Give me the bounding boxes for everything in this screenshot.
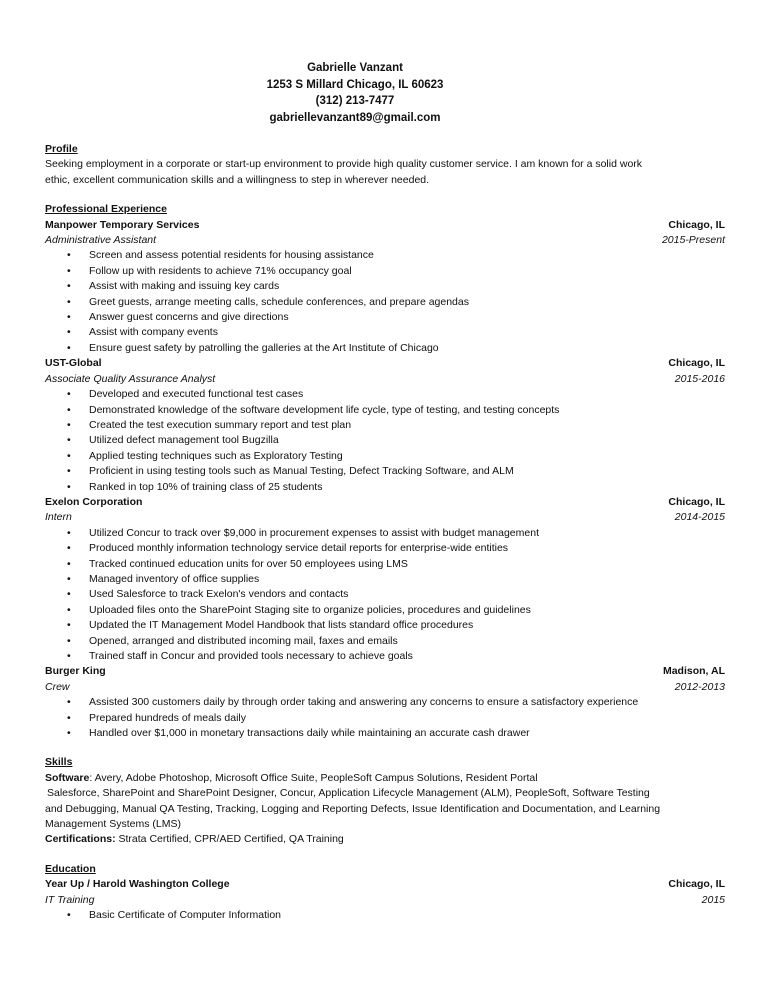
education-school: Year Up / Harold Washington College xyxy=(45,878,230,891)
job-bullet-text: Follow up with residents to achieve 71% occupancy goal xyxy=(89,264,352,277)
job-role-row xyxy=(45,372,725,387)
job-bullet-text: Tracked continued education units for over 50 employees using LMS xyxy=(89,557,408,570)
experience-list xyxy=(45,218,725,742)
job-header-row xyxy=(45,356,725,371)
skills-software-line-1 xyxy=(45,771,725,786)
job-bullet-text: Assist with company events xyxy=(89,326,218,339)
job-header-row xyxy=(45,664,725,679)
bullet-icon: • xyxy=(67,403,71,416)
bullet-icon: • xyxy=(67,434,71,447)
job-bullet-text: Managed inventory of office supplies xyxy=(89,572,260,585)
job-role-row xyxy=(45,510,725,525)
bullet-icon: • xyxy=(67,909,71,922)
job-bullets xyxy=(45,526,725,665)
job-bullets xyxy=(45,695,725,741)
skills-software-line-2: Salesforce, SharePoint and SharePoint Designer, Concur, Application Lifecycle Management (ALM), PeopleSoft, Software Testing xyxy=(47,787,650,800)
job-bullet-text: Prepared hundreds of meals daily xyxy=(89,711,247,724)
bullet-icon: • xyxy=(67,650,71,662)
job-bullet-text: Updated the IT Management Model Handbook that lists standard office procedures xyxy=(89,619,474,632)
list-item xyxy=(45,325,725,340)
job-bullet-text: Greet guests, arrange meeting calls, schedule conferences, and prepare agendas xyxy=(89,295,469,308)
job-bullet-text: Proficient in using testing tools such as Manual Testing, Defect Tracking Software, and ALM xyxy=(89,465,514,478)
education-year: 2015 xyxy=(701,893,725,906)
job-role: Associate Quality Assurance Analyst xyxy=(45,372,216,385)
bullet-icon: • xyxy=(67,557,71,570)
job-entry xyxy=(45,495,725,664)
bullet-icon: • xyxy=(67,311,71,324)
job-location: Madison, AL xyxy=(662,665,725,678)
education-bullets xyxy=(45,908,725,923)
bullet-icon: • xyxy=(67,341,71,354)
job-entry xyxy=(45,218,725,357)
job-dates: 2015-Present xyxy=(661,234,725,247)
job-bullets xyxy=(45,387,725,495)
bullet-icon: • xyxy=(67,634,71,647)
education-heading: Education xyxy=(45,862,96,875)
job-bullet-text: Utilized defect management tool Bugzilla xyxy=(89,434,279,447)
education-program: IT Training xyxy=(45,893,95,906)
bullet-icon: • xyxy=(67,711,71,724)
job-entry xyxy=(45,664,725,741)
experience-heading: Professional Experience xyxy=(45,203,167,216)
job-company: Exelon Corporation xyxy=(45,495,143,508)
job-bullet-text: Created the test execution summary report and test plan xyxy=(89,418,352,431)
bullet-icon: • xyxy=(67,696,71,709)
job-dates: 2014-2015 xyxy=(674,511,725,524)
job-header-row xyxy=(45,495,725,510)
job-bullet-text: Handled over $1,000 in monetary transactions daily while maintaining an accurate cash drawer xyxy=(89,727,530,740)
job-bullet-text: Assisted 300 customers daily by through order taking and answering any concerns to ensure a satisfactory experience xyxy=(89,696,639,709)
bullet-icon: • xyxy=(67,249,71,262)
bullet-icon: • xyxy=(67,295,71,308)
list-item xyxy=(45,295,725,310)
skills-cert-value: Strata Certified, CPR/AED Certified, QA Training xyxy=(115,833,344,846)
list-item xyxy=(45,695,725,710)
job-role: Administrative Assistant xyxy=(45,234,157,247)
candidate-phone: (312) 213-7477 xyxy=(315,95,395,107)
list-item xyxy=(45,403,725,418)
candidate-name: Gabrielle Vanzant xyxy=(307,62,403,74)
list-item xyxy=(45,908,725,923)
job-company: Manpower Temporary Services xyxy=(45,218,200,231)
list-item xyxy=(45,464,725,479)
list-item xyxy=(45,310,725,325)
job-bullet-text: Screen and assess potential residents for housing assistance xyxy=(89,249,374,262)
job-entry xyxy=(45,356,725,495)
skills-certifications xyxy=(45,832,725,847)
list-item xyxy=(45,711,725,726)
job-bullet-text: Uploaded files onto the SharePoint Staging site to organize policies, procedures and guidelines xyxy=(89,603,531,616)
job-dates: 2012-2013 xyxy=(674,680,725,693)
skills-cert-label: Certifications: xyxy=(45,833,116,846)
resume-header xyxy=(0,60,725,126)
list-item xyxy=(45,557,725,572)
list-item xyxy=(45,248,725,263)
bullet-icon: • xyxy=(67,619,71,632)
job-role: Crew xyxy=(45,680,70,693)
bullet-icon: • xyxy=(67,603,71,616)
bullet-icon: • xyxy=(67,388,71,401)
skills-software-label: Software xyxy=(45,771,90,784)
job-dates: 2015-2016 xyxy=(674,372,725,385)
job-company: Burger King xyxy=(45,665,106,678)
bullet-icon: • xyxy=(67,449,71,462)
job-bullet-text: Assist with making and issuing key cards xyxy=(89,280,280,293)
job-bullet-text: Trained staff in Concur and provided tools necessary to achieve goals xyxy=(89,650,413,662)
job-role-row xyxy=(45,680,725,695)
job-bullet-text: Applied testing techniques such as Exploratory Testing xyxy=(89,449,343,462)
job-bullet-text: Produced monthly information technology service detail reports for enterprise-wide entities xyxy=(89,542,509,555)
list-item xyxy=(45,726,725,741)
list-item xyxy=(45,587,725,602)
list-item xyxy=(45,541,725,556)
list-item xyxy=(45,480,725,495)
list-item xyxy=(45,649,725,664)
skills-software-line-4: Management Systems (LMS) xyxy=(45,818,181,831)
list-item xyxy=(45,341,725,356)
job-bullet-text: Ensure guest safety by patrolling the galleries at the Art Institute of Chicago xyxy=(89,341,439,354)
bullet-icon: • xyxy=(67,326,71,339)
education-program-row xyxy=(45,893,725,908)
list-item xyxy=(45,603,725,618)
list-item xyxy=(45,618,725,633)
bullet-icon: • xyxy=(67,264,71,277)
profile-line-1: Seeking employment in a corporate or start-up environment to provide high quality customer service. I am known for a solid work xyxy=(45,158,643,171)
job-bullets xyxy=(45,248,725,356)
education-row xyxy=(45,877,725,892)
bullet-icon: • xyxy=(67,588,71,601)
bullet-icon: • xyxy=(67,542,71,555)
job-bullet-text: Utilized Concur to track over $9,000 in procurement expenses to assist with budget management xyxy=(89,526,539,539)
list-item xyxy=(45,279,725,294)
list-item xyxy=(45,387,725,402)
job-location: Chicago, IL xyxy=(668,495,725,508)
job-bullet-text: Demonstrated knowledge of the software development life cycle, type of testing, and testing concepts xyxy=(89,403,560,416)
skills-software-line-3: and Debugging, Manual QA Testing, Tracking, Logging and Reporting Defects, Issue Identification and Documentation, and Learning xyxy=(45,802,661,815)
job-header-row xyxy=(45,218,725,233)
job-role: Intern xyxy=(45,511,72,524)
education-bullet-text: Basic Certificate of Computer Information xyxy=(89,909,281,922)
bullet-icon: • xyxy=(67,526,71,539)
candidate-address: 1253 S Millard Chicago, IL 60623 xyxy=(266,78,444,91)
list-item xyxy=(45,634,725,649)
skills-heading: Skills xyxy=(45,756,73,769)
job-bullet-text: Used Salesforce to track Exelon's vendors and contacts xyxy=(89,588,349,601)
job-role-row xyxy=(45,233,725,248)
list-item xyxy=(45,433,725,448)
skills-software-text-1: : Avery, Adobe Photoshop, Microsoft Office Suite, PeopleSoft Campus Solutions, Resident Portal xyxy=(89,771,538,784)
education-location: Chicago, IL xyxy=(668,878,725,891)
job-location: Chicago, IL xyxy=(668,357,725,370)
list-item xyxy=(45,572,725,587)
list-item xyxy=(45,449,725,464)
profile-heading: Profile xyxy=(45,143,78,155)
list-item xyxy=(45,418,725,433)
job-bullet-text: Opened, arranged and distributed incoming mail, faxes and emails xyxy=(89,634,398,647)
profile-line-2: ethic, excellent communication skills and a willingness to step in wherever needed. xyxy=(45,173,430,186)
job-company: UST-Global xyxy=(45,357,102,370)
bullet-icon: • xyxy=(67,418,71,431)
job-bullet-text: Answer guest concerns and give directions xyxy=(89,311,289,324)
list-item xyxy=(45,264,725,279)
bullet-icon: • xyxy=(67,480,71,493)
resume-page xyxy=(45,60,725,924)
candidate-email: gabriellevanzant89@gmail.com xyxy=(269,111,441,124)
job-bullet-text: Developed and executed functional test cases xyxy=(89,388,304,401)
bullet-icon: • xyxy=(67,572,71,585)
bullet-icon: • xyxy=(67,465,71,478)
job-location: Chicago, IL xyxy=(668,218,725,231)
job-bullet-text: Ranked in top 10% of training class of 25 students xyxy=(89,480,323,493)
list-item xyxy=(45,526,725,541)
bullet-icon: • xyxy=(67,727,71,740)
bullet-icon: • xyxy=(67,280,71,293)
